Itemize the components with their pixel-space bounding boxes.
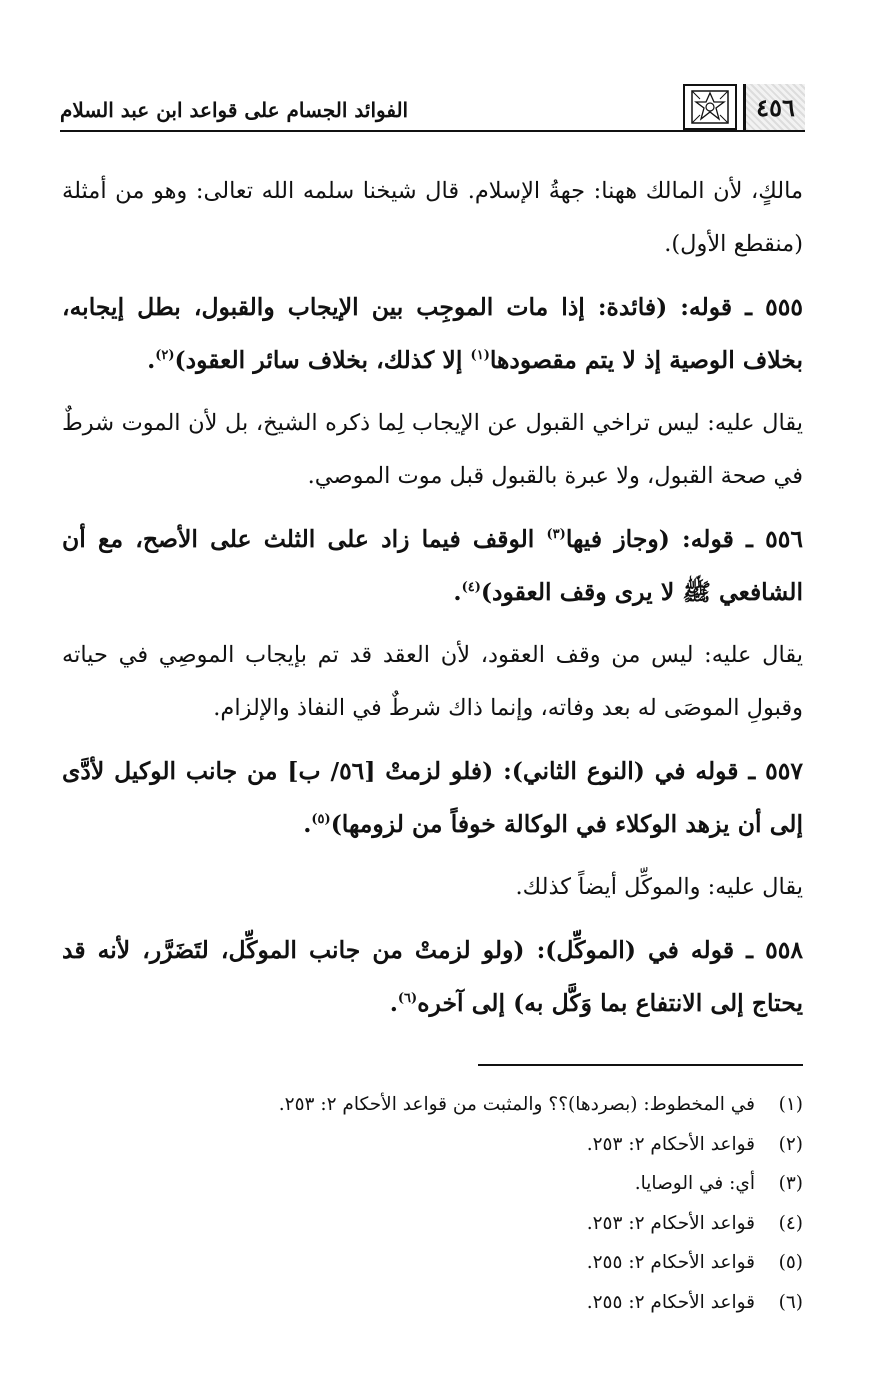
footnote-number: (٢) [778,1133,803,1155]
footnote-number: (٥) [778,1252,803,1274]
quote-text: ٥٥٦ ـ قوله: (وجاز فيها [565,525,803,553]
footnote-ref-2[interactable]: (٢) [155,348,175,364]
footnote-text: في المخطوط: (بصردها)؟؟ والمثبت من قواعد الأحكام ٢: ٢٥٣. [278,1094,755,1116]
footnote-text: قواعد الأحكام ٢: ٢٥٥. [586,1291,755,1313]
footnote-item [62,1243,803,1283]
footnote-item [62,1204,803,1244]
footnote-item [62,1085,803,1125]
main-text [62,165,803,1040]
geometric-star-ornament-icon [683,84,737,130]
footnote-number: (٦) [778,1291,803,1313]
quote-text: ٥٥٧ ـ قوله في (النوع الثاني): (فلو لزمتْ [٥٦/ ب] من جانب الوكيل لأدَّى إلى أن يزهد الوكلاء في الوكالة خوفاً من لزومها) [62,757,803,838]
quote-text: إلا كذلك، بخلاف سائر العقود) [174,346,471,374]
footnote-text: قواعد الأحكام ٢: ٢٥٥. [586,1252,755,1274]
paragraph-555 [62,281,803,387]
quote-end: . [303,810,312,838]
footnote-ref-3[interactable]: (٣) [546,527,566,543]
quote-end: . [389,989,398,1017]
footnote-number: (٤) [778,1212,803,1234]
quote-text: الوقف فيما زاد على الثلث على الأصح، مع أن الشافعي ﷺ لا يرى وقف العقود) [62,525,803,606]
footnote-text: أي: في الوصايا. [634,1173,755,1195]
footnote-item [62,1283,803,1323]
quote-text: ٥٥٨ ـ قوله في (الموكِّل): (ولو لزمتْ من جانب الموكِّل، لتَضَرَّر، لأنه قد يحتاج إلى الانتفاع بما وَكَّل به) إلى آخره [62,936,803,1017]
paragraph-557 [62,745,803,851]
running-title: الفوائد الجسام على قواعد ابن عبد السلام [60,98,409,122]
footnote-text: قواعد الأحكام ٢: ٢٥٣. [586,1133,755,1155]
footnote-divider [478,1064,803,1066]
quote-end: . [453,578,462,606]
footnotes [62,1085,803,1322]
footnote-ref-1[interactable]: (١) [470,348,490,364]
footnote-item [62,1125,803,1165]
quote-end: . [147,346,156,374]
commentary-557: يقال عليه: والموكِّل أيضاً كذلك. [515,874,803,900]
footnote-ref-6[interactable]: (٦) [397,991,418,1007]
footnote-text: قواعد الأحكام ٢: ٢٥٣. [586,1212,755,1234]
footnote-item [62,1164,803,1204]
page-number: ٤٥٦ [743,84,805,130]
footnote-ref-4[interactable]: (٤) [461,580,481,596]
footnote-number: (٣) [778,1173,803,1195]
paragraph-558 [62,924,803,1030]
quote-text: ٥٥٥ ـ قوله: (فائدة: إذا مات الموجِب بين الإيجاب والقبول، بطل إيجابه، بخلاف الوصية إذ لا يتم مقصودها [62,293,803,374]
page-header [60,80,805,132]
commentary-555: يقال عليه: ليس تراخي القبول عن الإيجاب لِما ذكره الشيخ، بل لأن الموت شرطٌ في صحة القبول، ولا عبرة بالقبول قبل موت الموصي. [62,410,803,489]
paragraph-556 [62,513,803,619]
footnote-ref-5[interactable]: (٥) [311,812,331,828]
commentary-556: يقال عليه: ليس من وقف العقود، لأن العقد قد تم بإيجاب الموصِي في حياته وقبولِ الموصَى له بعد وفاته، وإنما ذاك شرطٌ في النفاذ والإلزام. [62,642,803,721]
footnote-number: (١) [778,1094,803,1116]
paragraph-continuation: مالكٍ، لأن المالك ههنا: جهةُ الإسلام. قال شيخنا سلمه الله تعالى: وهو من أمثلة (منقطع الأول). [62,178,803,257]
header-ornament-group [683,80,805,130]
